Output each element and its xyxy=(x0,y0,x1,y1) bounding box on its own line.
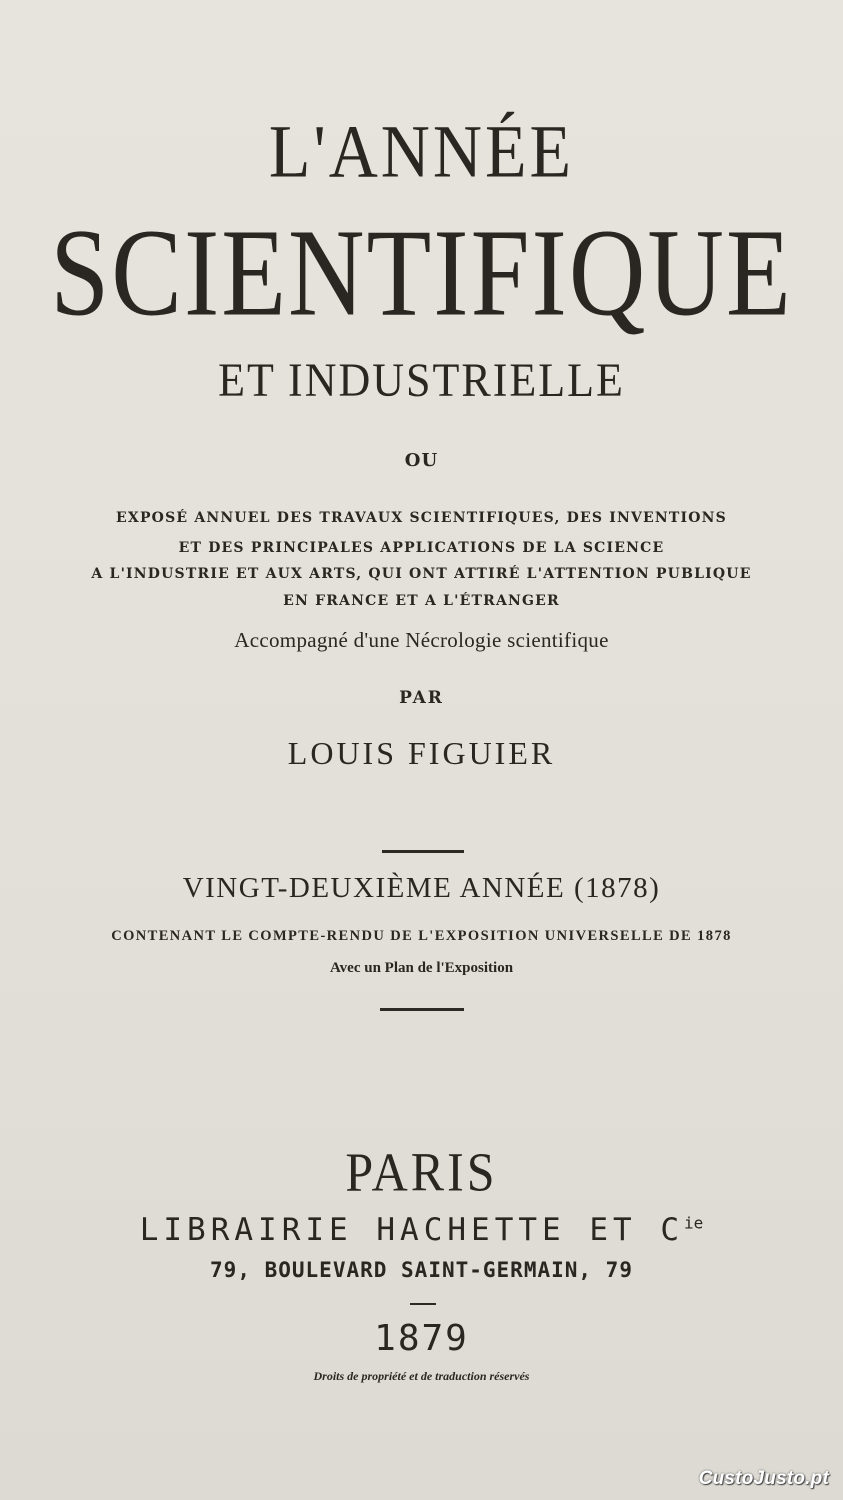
publisher-city: PARIS xyxy=(345,1141,498,1203)
edition-plan-note: Avec un Plan de l'Exposition xyxy=(329,960,514,976)
publisher-name-superscript: ie xyxy=(684,1213,704,1233)
publisher-name xyxy=(0,1212,843,1248)
title-line-scientifique: SCIENTIFIQUE xyxy=(50,203,793,342)
divider-rule xyxy=(382,850,464,853)
author-name: LOUIS FIGUIER xyxy=(287,735,556,771)
title-line-annee: L'ANNÉE xyxy=(268,109,575,193)
rights-reserved: Droits de propriété et de traduction réservés xyxy=(313,1369,530,1383)
description-line: EN FRANCE ET A L'ÉTRANGER xyxy=(283,593,560,609)
publication-year: 1879 xyxy=(374,1318,469,1359)
description-line: ET DES PRINCIPALES APPLICATIONS DE LA SCIENCE xyxy=(178,540,665,556)
edition-title: VINGT-DEUXIÈME ANNÉE (1878) xyxy=(182,872,661,904)
publisher-name-text: LIBRAIRIE HACHETTE ET C xyxy=(139,1212,684,1248)
divider-rule-short xyxy=(410,1303,436,1305)
author-par: PAR xyxy=(399,688,444,708)
edition-contents: CONTENANT LE COMPTE-RENDU DE L'EXPOSITION UNIVERSELLE DE 1878 xyxy=(111,928,732,944)
description-line: EXPOSÉ ANNUEL DES TRAVAUX SCIENTIFIQUES, DES INVENTIONS xyxy=(116,510,727,526)
watermark-logo: CustoJusto.pt xyxy=(698,1468,829,1489)
description-line: A L'INDUSTRIE ET AUX ARTS, QUI ONT ATTIRÉ L'ATTENTION PUBLIQUE xyxy=(91,566,752,582)
title-line-industrielle: ET INDUSTRIELLE xyxy=(218,354,625,407)
accompanied-note: Accompagné d'une Nécrologie scientifique xyxy=(234,628,609,652)
divider-rule xyxy=(380,1008,464,1011)
subtitle-ou: OU xyxy=(404,450,439,471)
publisher-address: 79, BOULEVARD SAINT-GERMAIN, 79 xyxy=(210,1258,633,1282)
